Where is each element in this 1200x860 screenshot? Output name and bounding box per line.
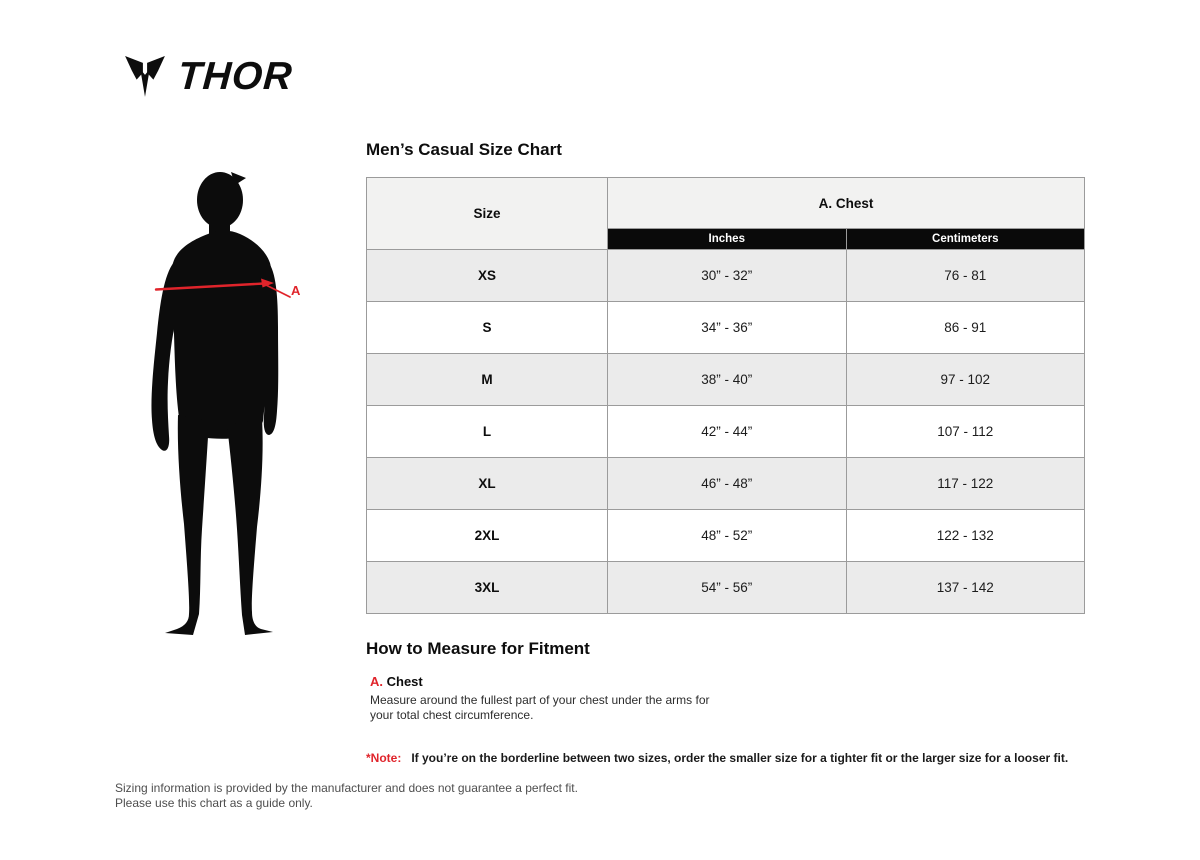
chest-marker-label: A [291, 283, 301, 298]
cm-cell: 107 - 112 [846, 406, 1085, 458]
cm-cell: 137 - 142 [846, 562, 1085, 614]
column-header-inches: Inches [608, 229, 847, 250]
cm-cell: 117 - 122 [846, 458, 1085, 510]
note-text: If you’re on the borderline between two sizes, order the smaller size for a tighter fit or the larger size for a looser fit. [411, 751, 1069, 765]
footer-disclaimer [115, 781, 578, 810]
footer-line-2: Please use this chart as a guide only. [115, 795, 313, 810]
measure-heading: How to Measure for Fitment [366, 639, 590, 658]
cm-cell: 122 - 132 [846, 510, 1085, 562]
table-row [367, 354, 1085, 406]
table-row [367, 562, 1085, 614]
body-silhouette [147, 169, 317, 639]
measure-item-key: A. [370, 674, 383, 689]
size-cell: 2XL [367, 510, 608, 562]
size-cell: XL [367, 458, 608, 510]
column-header-chest: A. Chest [608, 178, 1085, 229]
cm-cell: 86 - 91 [846, 302, 1085, 354]
inches-cell: 34” - 36” [608, 302, 847, 354]
thor-wordmark: THOR [176, 55, 295, 98]
table-row [367, 510, 1085, 562]
size-note [366, 751, 1068, 765]
table-row [367, 406, 1085, 458]
measure-item-chest [370, 674, 722, 722]
cm-cell: 97 - 102 [846, 354, 1085, 406]
table-row [367, 458, 1085, 510]
measure-item-label [370, 674, 722, 689]
inches-cell: 48” - 52” [608, 510, 847, 562]
size-chart-table [366, 177, 1085, 614]
note-label: *Note: [366, 751, 402, 765]
footer-line-1: Sizing information is provided by the manufacturer and does not guarantee a perfect fit. [115, 781, 578, 795]
measure-item-description: Measure around the fullest part of your chest under the arms for your total chest circumference. [370, 693, 710, 722]
thor-logo-icon [124, 55, 166, 99]
size-cell: M [367, 354, 608, 406]
inches-cell: 30” - 32” [608, 250, 847, 302]
size-cell: L [367, 406, 608, 458]
size-cell: XS [367, 250, 608, 302]
column-header-size: Size [367, 178, 608, 250]
inches-cell: 54” - 56” [608, 562, 847, 614]
chest-measure-line-icon [150, 277, 300, 305]
cm-cell: 76 - 81 [846, 250, 1085, 302]
header-row [367, 178, 1085, 229]
inches-cell: 42” - 44” [608, 406, 847, 458]
measure-item-name: Chest [386, 674, 423, 689]
column-header-centimeters: Centimeters [846, 229, 1085, 250]
inches-cell: 38” - 40” [608, 354, 847, 406]
brand-logo [124, 54, 293, 100]
table-row [367, 250, 1085, 302]
size-cell: S [367, 302, 608, 354]
inches-cell: 46” - 48” [608, 458, 847, 510]
size-chart-title: Men’s Casual Size Chart [366, 140, 562, 159]
size-cell: 3XL [367, 562, 608, 614]
table-row [367, 302, 1085, 354]
